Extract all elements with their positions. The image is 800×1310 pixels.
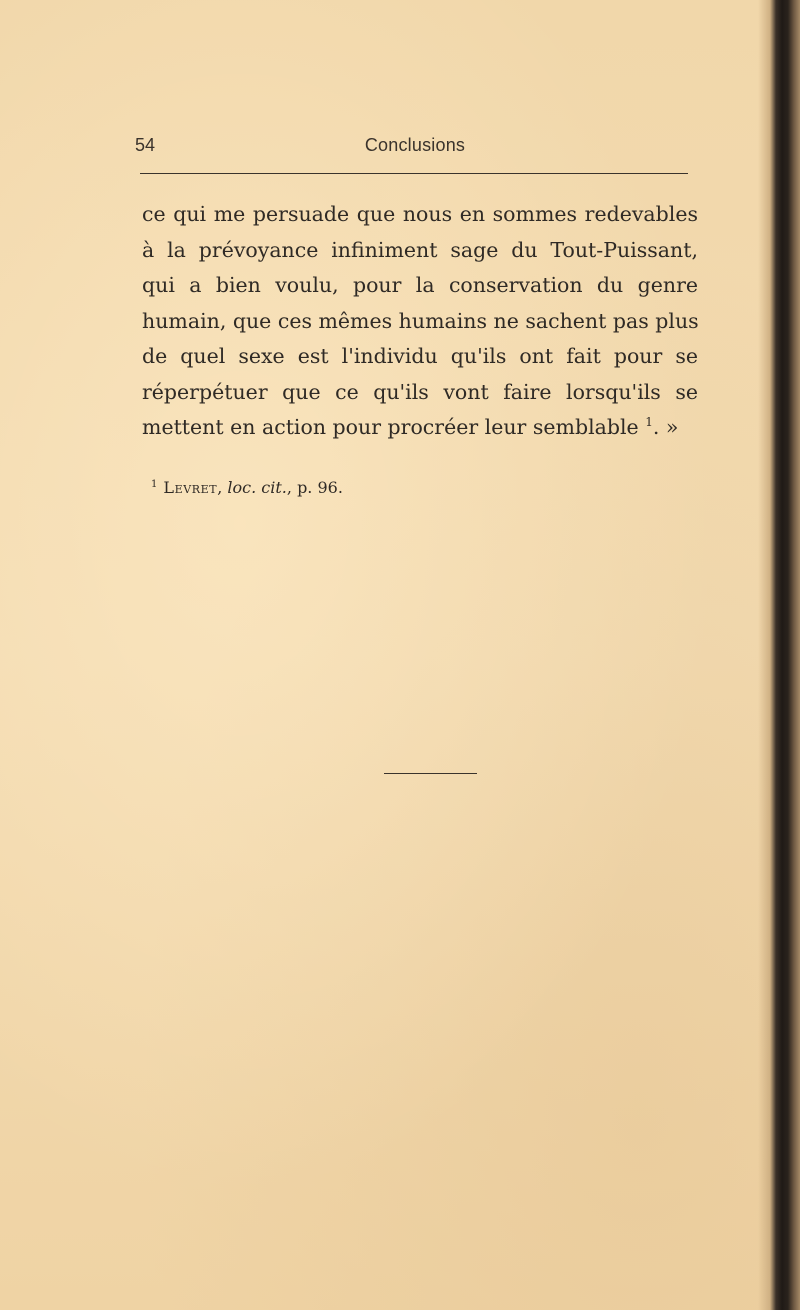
text-line: réperpétuer que ce qu'ils vont faire lorsqu'ils se: [142, 379, 698, 404]
page-number: 54: [135, 135, 156, 155]
text-line: ce qui me persuade que nous en sommes redevables: [142, 202, 698, 226]
closing-quote: . »: [652, 415, 679, 439]
footnote-author: Levret: [163, 478, 218, 497]
end-rule: [384, 773, 477, 774]
footnote-separator: ,: [217, 478, 228, 497]
text-line: à la prévoyance infiniment sage du Tout-Puissant,: [142, 237, 698, 262]
book-page-edge: [758, 0, 800, 1310]
footnote-mark: 1: [151, 478, 158, 490]
body-paragraph: [142, 197, 698, 446]
text-line: qui a bien voulu, pour la conservation du genre: [142, 273, 698, 297]
header-rule: [140, 173, 688, 174]
running-title: Conclusions: [364, 135, 466, 155]
footnote-reference: 1: [645, 415, 653, 430]
text-line: mettent en action pour procréer leur semblable: [142, 415, 639, 439]
last-text-line: [142, 410, 698, 446]
text-line: humain, que ces mêmes humains ne sachent pas plus: [142, 308, 699, 333]
footnote-page: , p. 96.: [286, 478, 343, 497]
footnote-work: loc. cit.: [227, 478, 287, 497]
footnote: [151, 478, 343, 497]
page-header: [135, 135, 695, 159]
text-line: de quel sexe est l'individu qu'ils ont fait pour se: [142, 344, 698, 368]
